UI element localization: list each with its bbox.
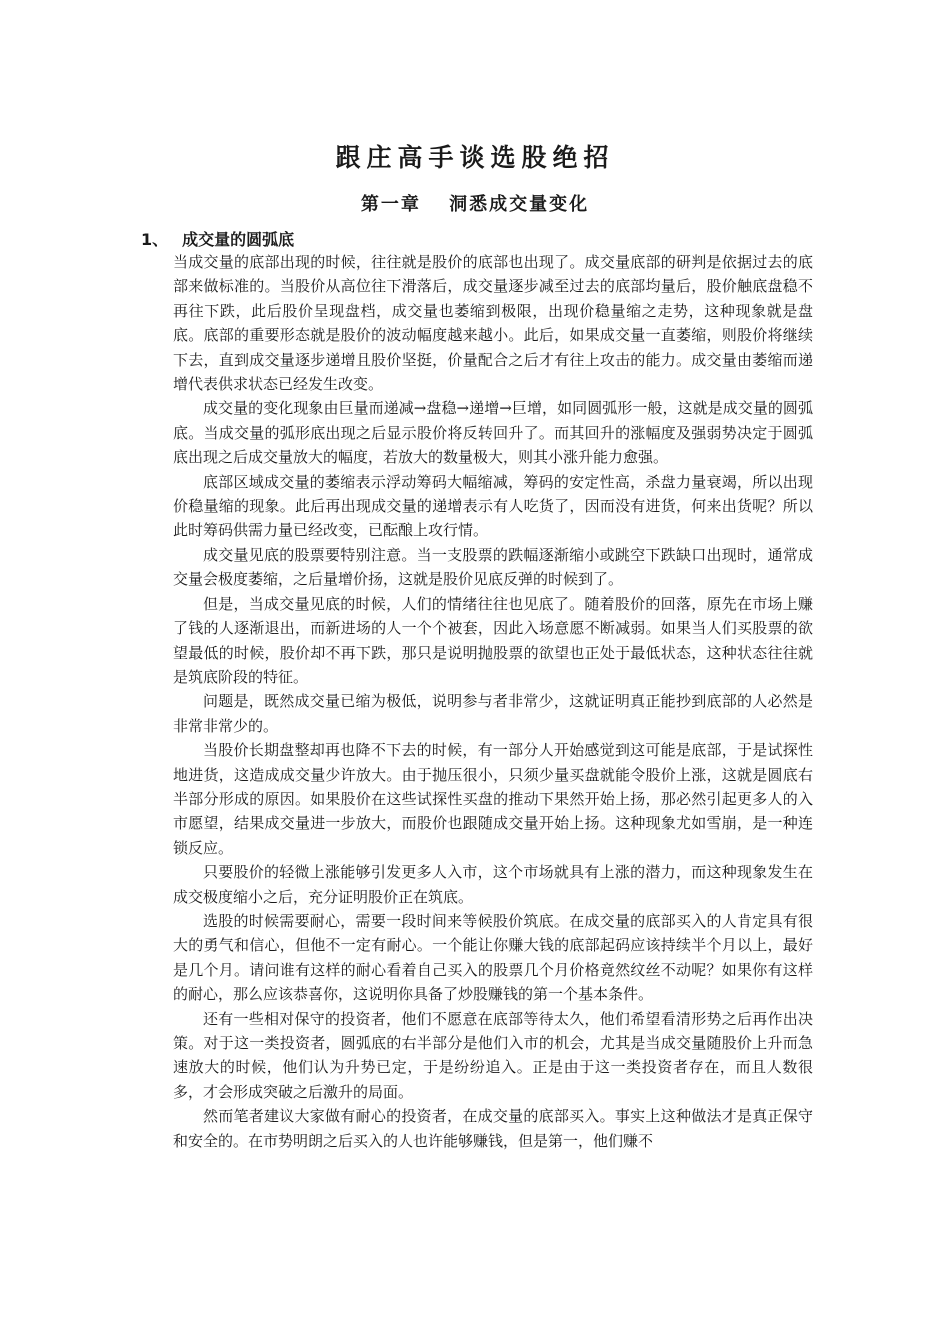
paragraph: 当股价长期盘整却再也降不下去的时候，有一部分人开始感觉到这可能是底部，于是试探性地进货，这造成成交量少许放大。由于抛压很小，只须少量买盘就能令股价上涨，这就是圆底右半部分形成的原因。如果股价在这些试探性买盘的推动下果然开始上扬，那必然引起更多人的入市愿望，结果成交量进一步放大，而股价也跟随成交量开始上扬。这种现象尤如雪崩，是一种连锁反应。 [173,741,813,857]
paragraph: 还有一些相对保守的投资者，他们不愿意在底部等待太久，他们希望看清形势之后再作出决策。对于这一类投资者，圆弧底的右半部分是他们入市的机会，尤其是当成交量随股价上升而急速放大的时候，他们认为升势已定，于是纷纷追入。正是由于这一类投资者存在，而且人数很多，才会形成突破之后激升的局面。 [173,1009,813,1101]
paragraph: 成交量的变化现象由巨量而递减→盘稳→递增→巨增，如同圆弧形一般，这就是成交量的圆弧底。当成交量的弧形底出现之后显示股价将反转回升了。而其回升的涨幅度及强弱势决定于圆弧底出现之后成交量放大的幅度，若放大的数量极大，则其小涨升能力愈强。 [173,399,813,467]
section-heading [141,227,294,250]
chapter-title: 第一章 洞悉成交量变化 [360,194,590,215]
paragraph: 但是，当成交量见底的时候，人们的情绪往往也见底了。随着股价的回落，原先在市场上赚了钱的人逐渐退出，而新进场的人一个个被套，因此入场意愿不断减弱。如果当人们买股票的欲望最低的时候，股价却不再下跌，那只是说明抛股票的欲望也正处于最低状态，这种状态往往就是筑底阶段的特征。 [173,594,813,686]
paragraph: 只要股价的轻微上涨能够引发更多人入市，这个市场就具有上涨的潜力，而这种现象发生在成交极度缩小之后，充分证明股价正在筑底。 [173,863,813,906]
paragraph: 问题是，既然成交量已缩为极低，说明参与者非常少，这就证明真正能抄到底部的人必然是非常非常少的。 [173,692,813,735]
paragraph: 当成交量的底部出现的时候，往往就是股价的底部也出现了。成交量底部的研判是依据过去的底部来做标准的。当股价从高位往下滑落后，成交量逐步减至过去的底部均量后，股价触底盘稳不再往下跌，此后股价呈现盘档，成交量也萎缩到极限，出现价稳量缩之走势，这种现象就是盘底。底部的重要形态就是股价的波动幅度越来越小。此后，如果成交量一直萎缩，则股价将继续下去，直到成交量逐步递增且股价坚挺，价量配合之后才有往上攻击的能力。成交量由萎缩而递增代表供求状态已经发生改变。 [173,253,813,394]
paragraph: 选股的时候需要耐心，需要一段时间来等候股价筑底。在成交量的底部买入的人肯定具有很大的勇气和信心，但他不一定有耐心。一个能让你赚大钱的底部起码应该持续半个月以上，最好是几个月。请问谁有这样的耐心看着自己买入的股票几个月价格竟然纹丝不动呢？如果你有这样的耐心，那么应该恭喜你，这说明你具备了炒股赚钱的第一个基本条件。 [173,911,813,1004]
paragraph: 成交量见底的股票要特别注意。当一支股票的跌幅逐渐缩小或跳空下跌缺口出现时，通常成交量会极度萎缩，之后量增价扬，这就是股价见底反弹的时候到了。 [173,545,813,589]
document-title: 跟庄高手谈选股绝招 [335,143,615,172]
body-text [173,250,813,1153]
section-number: 1、 [141,230,169,249]
paragraph: 底部区域成交量的萎缩表示浮动筹码大幅缩减，筹码的安定性高，杀盘力量衰竭，所以出现价稳量缩的现象。此后再出现成交量的递增表示有人吃货了，因而没有进货，何来出货呢？所以此时筹码供需力量已经改变，已酝酿上攻行情。 [173,472,813,540]
paragraph: 然而笔者建议大家做有耐心的投资者，在成交量的底部买入。事实上这种做法才是真正保守和安全的。在市势明朗之后买入的人也许能够赚钱，但是第一，他们赚不 [173,1107,813,1150]
section-title: 成交量的圆弧底 [182,230,295,249]
